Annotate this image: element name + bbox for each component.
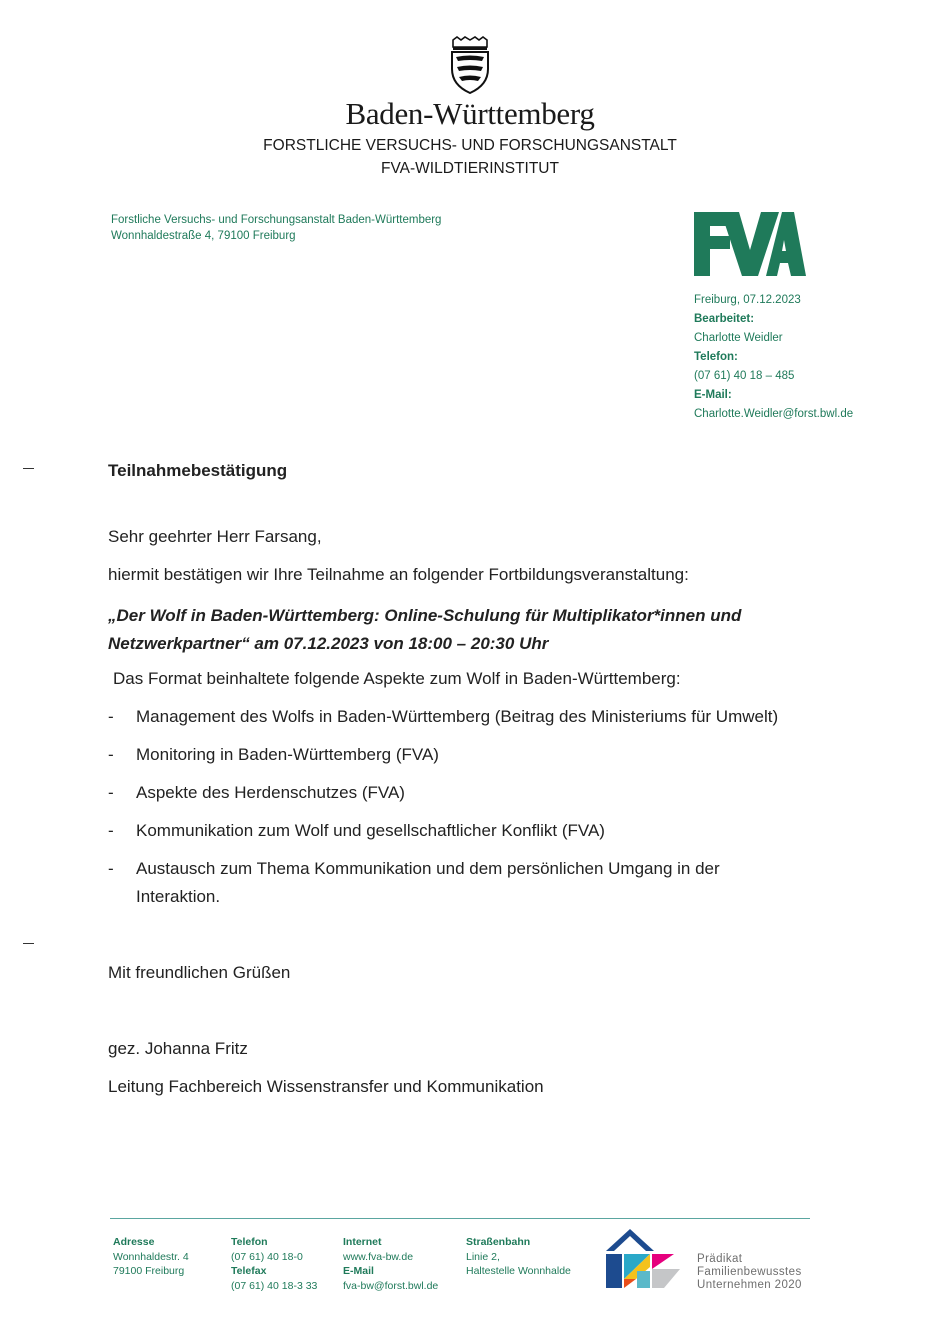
format-intro: Das Format beinhaltete folgende Aspekte zum Wolf in Baden-Württemberg: [113, 669, 681, 688]
sender-line: Forstliche Versuchs- und Forschungsanstalt Baden-Württemberg [111, 214, 442, 226]
fold-mark [23, 468, 34, 469]
list-item: Aspekte des Herdenschutzes (FVA) [136, 783, 405, 802]
list-bullet: - [108, 859, 114, 878]
footer-label: Internet [343, 1236, 382, 1248]
footer-label: Telefon [231, 1236, 268, 1248]
state-name: Baden-Württemberg [345, 96, 595, 131]
event-title-line: „Der Wolf in Baden-Württemberg: Online-Schulung für Multiplikator*innen und [108, 606, 742, 625]
event-title [108, 602, 808, 658]
footer-address [113, 1235, 189, 1279]
footer-tram [466, 1235, 571, 1279]
list-bullet: - [108, 707, 114, 726]
email-address[interactable]: Charlotte.Weidler@forst.bwl.de [694, 408, 854, 420]
footer-value: (07 61) 40 18-0 [231, 1250, 303, 1263]
footer-value: Linie 2, [466, 1250, 500, 1263]
footer-internet [343, 1235, 438, 1293]
website-link[interactable]: www.fva-bw.de [343, 1250, 414, 1263]
list-bullet: - [108, 783, 114, 802]
footer-phone [231, 1235, 317, 1293]
certificate-line: Prädikat [697, 1253, 743, 1265]
certificate-line: Unternehmen 2020 [697, 1279, 802, 1291]
signer-role: Leitung Fachbereich Wissenstransfer und Kommunikation [108, 1077, 544, 1096]
footer-value: (07 61) 40 18-3 33 [231, 1279, 318, 1292]
list-item: Kommunikation zum Wolf und gesellschaftlicher Konflikt (FVA) [136, 821, 605, 840]
date-line: Freiburg, 07.12.2023 [694, 294, 801, 306]
certificate-line: Familienbewusstes [697, 1266, 802, 1278]
footer-value: 79100 Freiburg [113, 1265, 185, 1277]
certificate-text [697, 1253, 802, 1292]
footer-value: Haltestelle Wonnhalde [466, 1265, 571, 1277]
fva-logo [694, 212, 806, 276]
state-coat-of-arms-icon [447, 36, 493, 94]
processed-by: Charlotte Weidler [694, 332, 783, 344]
email-label: E-Mail: [694, 389, 732, 401]
sender-address [111, 213, 441, 244]
sender-line: Wonnhaldestraße 4, 79100 Freiburg [111, 229, 296, 242]
footer-label: Telefax [231, 1265, 267, 1277]
intro-text: hiermit bestätigen wir Ihre Teilnahme an folgender Fortbildungsveranstaltung: [108, 565, 689, 584]
list-bullet: - [108, 745, 114, 764]
footer-label: Adresse [113, 1236, 155, 1248]
list-item: Monitoring in Baden-Württemberg (FVA) [136, 745, 439, 764]
letter-subject: Teilnahmebestätigung [108, 461, 288, 480]
footer-label: E-Mail [343, 1265, 374, 1277]
list-item: Management des Wolfs in Baden-Württemberg (Beitrag des Ministeriums für Umwelt) [136, 707, 779, 726]
institute-name: FORSTLICHE VERSUCHS- UND FORSCHUNGSANSTALT [263, 137, 677, 154]
fold-mark [23, 943, 34, 944]
processed-label: Bearbeitet: [694, 313, 755, 325]
closing: Mit freundlichen Grüßen [108, 963, 291, 982]
salutation: Sehr geehrter Herr Farsang, [108, 527, 322, 546]
phone-number: (07 61) 40 18 – 485 [694, 370, 795, 382]
phone-label: Telefon: [694, 351, 738, 363]
footer-label: Straßenbahn [466, 1236, 531, 1248]
contact-block [694, 291, 853, 424]
list-item: Austausch zum Thema Kommunikation und dem persönlichen Umgang in der Interaktion. [136, 859, 720, 906]
event-title-line: Netzwerkpartner“ am 07.12.2023 von 18:00 – 20:30 Uhr [108, 634, 549, 653]
footer-value: Wonnhaldestr. 4 [113, 1250, 189, 1263]
family-friendly-house-logo-icon [604, 1227, 684, 1293]
list-bullet: - [108, 821, 114, 840]
signer-name: gez. Johanna Fritz [108, 1039, 248, 1058]
institute-unit: FVA-WILDTIERINSTITUT [381, 160, 559, 177]
footer-email-link[interactable]: fva-bw@forst.bwl.de [343, 1279, 439, 1292]
footer-divider [110, 1218, 810, 1219]
